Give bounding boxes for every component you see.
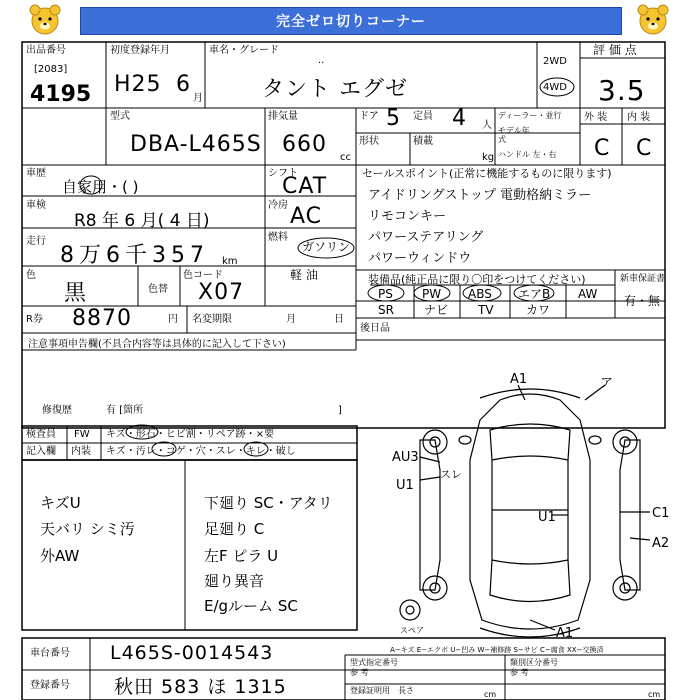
grade-label: 評 価 点	[593, 43, 637, 57]
drive-circle-mark	[538, 76, 576, 98]
remark-left-3: 外AW	[40, 547, 80, 565]
shape-label: 形状	[359, 136, 379, 147]
color-label: 色	[26, 270, 36, 281]
remark-right-5: E/gルーム SC	[204, 597, 298, 615]
fuel-circle-mark	[296, 236, 356, 260]
recycle-unit: 円	[168, 314, 178, 325]
diag-label-c1: C1	[652, 506, 670, 521]
equip-pw: PW	[422, 287, 442, 301]
door-label: ドア	[359, 111, 379, 122]
handle-label: ハンドル 左・右	[498, 150, 557, 159]
equip-ps: PS	[378, 287, 393, 301]
repair-label: 修復歴	[42, 405, 72, 416]
capacity-value: 4	[452, 106, 467, 131]
equip-tv: TV	[478, 303, 494, 317]
warranty-label: 新車保証書	[620, 274, 666, 284]
color-change-label: 色替	[148, 284, 168, 295]
header-title: 完全ゼロ切りコーナー	[80, 7, 622, 35]
remark-right-4: 廻り異音	[204, 572, 265, 590]
drive-4wd-value: 4WD	[543, 82, 567, 93]
interior-grade-label: 内 装	[627, 112, 651, 123]
lot-number-label: 出品番号	[26, 45, 66, 56]
shift-value: CAT	[282, 174, 328, 199]
category-number-label: 類別区分番号	[510, 658, 558, 667]
equip-navi: ナビ	[424, 303, 449, 317]
inspector-exterior: キズ・形石・ヒビ割・リペア跡・×要	[106, 429, 274, 440]
mileage-value: 8万6千357	[60, 243, 209, 268]
history-label: 車歴	[26, 168, 46, 179]
repair-end: ]	[338, 405, 342, 416]
shift-label: シフト	[268, 168, 298, 179]
recycle-label: R券	[26, 314, 43, 325]
repair-value: 有 [箇所	[106, 405, 144, 416]
diag-label-au3: AU3	[392, 450, 419, 465]
mileage-unit: km	[222, 256, 238, 267]
model-type: DBA-L465S	[130, 132, 262, 157]
diag-label-spare: スペア	[400, 626, 424, 635]
damage-legend: A−キズ E−エクボ U−凹み W−補修跡 S−サビ C−腐食 XX−交換済	[390, 646, 604, 654]
first-registration-label: 初度登録年月	[110, 45, 170, 56]
vehicle-name-label: 車名・グレード	[209, 45, 279, 56]
equip-aw: AW	[578, 287, 598, 301]
warranty-value: 有・無	[624, 294, 661, 308]
fuel-label: 燃料	[268, 232, 288, 243]
interior-label: 内装	[71, 446, 91, 457]
door-value: 5	[386, 106, 401, 131]
equipment-title: 装備品(純正品に限り〇印をつけてください)	[368, 273, 586, 286]
color-code: X07	[198, 280, 245, 305]
vehicle-name-dots: ··	[318, 58, 325, 69]
cert-label: 登録証明用	[350, 686, 390, 695]
model-type-label: 型式	[110, 111, 130, 122]
length-unit: cm	[484, 690, 497, 699]
inspector-circle-marks	[100, 424, 360, 464]
inspection-label: 車検	[26, 200, 46, 211]
exterior-grade: C	[594, 136, 611, 161]
remark-right-1: 下廻り SC・アタリ	[204, 494, 333, 512]
ac-label: 冷房	[268, 200, 288, 211]
plate-number: 秋田 583 ほ 1315	[114, 676, 287, 698]
diag-label-a-top: ア	[600, 376, 614, 391]
inspector-label: 検査員	[26, 429, 56, 440]
diag-label-a2: A2	[652, 536, 670, 551]
fuel-gasoline: ガソリン	[302, 240, 351, 254]
diag-label-u1-center: U1	[538, 510, 556, 525]
name-change-day: 日	[334, 314, 344, 325]
equip-sr: SR	[378, 303, 394, 317]
displacement-label: 排気量	[268, 111, 298, 122]
capacity-label: 定員	[413, 111, 433, 122]
lot-number: 4195	[30, 82, 92, 107]
color-code-label: 色コード	[183, 270, 223, 281]
remark-left-1: キズU	[40, 494, 81, 512]
remark-left-2: 天バリ シミ汚	[40, 520, 135, 538]
mileage-label: 走行	[26, 236, 46, 247]
dealer-label: ディーラー・並行	[498, 111, 562, 120]
month-unit: 月	[193, 93, 203, 104]
inspector-fw: FW	[74, 429, 90, 440]
inspection-value: R8 年 6 月( 4 日)	[74, 211, 210, 231]
load-unit: kg	[482, 152, 495, 163]
sales-title: セールスポイント(正常に機能するものに限ります)	[362, 167, 612, 180]
recycle-value: 8870	[72, 306, 132, 331]
vehicle-name: タント エグゼ	[262, 77, 408, 102]
diag-label-sure: スレ	[440, 468, 462, 481]
remark-right-3: 左F ピラ U	[204, 547, 279, 565]
name-change-month: 月	[286, 314, 296, 325]
equip-abs: ABS	[468, 287, 492, 301]
exterior-grade-label: 外 装	[584, 112, 608, 123]
name-change-label: 名変期限	[192, 314, 232, 325]
inspector-interior: キズ・汚レ・コゲ・穴・スレ・キレ・破し	[106, 446, 296, 457]
fuel-diesel: 軽 油	[290, 268, 318, 282]
displacement: 660	[282, 132, 327, 157]
model-year-label: モデル年式	[498, 126, 530, 144]
equip-leather: カワ	[526, 303, 551, 317]
remark-right-2: 足廻り C	[204, 520, 265, 538]
car-damage-diagram	[380, 380, 680, 650]
entry-label: 記入欄	[26, 446, 56, 457]
chassis-label: 車台番号	[30, 648, 70, 659]
diag-label-a1-top: A1	[510, 372, 528, 387]
grade-value: 3.5	[598, 74, 646, 107]
lot-sub-number: [2083]	[34, 64, 68, 75]
diag-label-u1-left: U1	[396, 478, 414, 493]
notes-title: 注意事項申告欄(不具合内容等は具体的に記入して下さい)	[28, 339, 286, 350]
spec-number-label: 型式指定番号	[350, 658, 398, 667]
diag-label-a1-bottom: A1	[556, 626, 574, 641]
length-label: 長さ	[398, 686, 414, 695]
load-label: 積載	[413, 136, 433, 147]
spec-ref-label: 参 考	[350, 668, 369, 677]
sales-line-4: パワーウィンドウ	[368, 251, 472, 266]
drive-2wd-label: 2WD	[543, 56, 567, 67]
category-ref-label: 参 考	[510, 668, 529, 677]
registration-era: H25	[114, 72, 162, 97]
sales-line-2: リモコンキー	[368, 209, 447, 224]
color-value: 黒	[64, 281, 88, 306]
history-circle-mark	[78, 174, 104, 196]
equip-airbag: エアB	[518, 287, 551, 301]
length-unit-right: cm	[648, 690, 661, 699]
registration-month: 6	[176, 72, 191, 97]
plate-label: 登録番号	[30, 680, 70, 691]
sales-line-1: アイドリングストップ 電動格納ミラー	[368, 188, 592, 203]
history-value: 自家用・( )	[62, 178, 139, 196]
interior-grade: C	[636, 136, 653, 161]
capacity-unit: 人	[482, 120, 492, 131]
equip-circle-marks	[366, 283, 566, 303]
displacement-unit: cc	[340, 152, 351, 163]
chassis-number: L465S-0014543	[110, 642, 274, 664]
rear-items-label: 後日品	[360, 323, 390, 334]
sales-line-3: パワーステアリング	[368, 230, 484, 245]
ac-value: AC	[290, 204, 323, 229]
